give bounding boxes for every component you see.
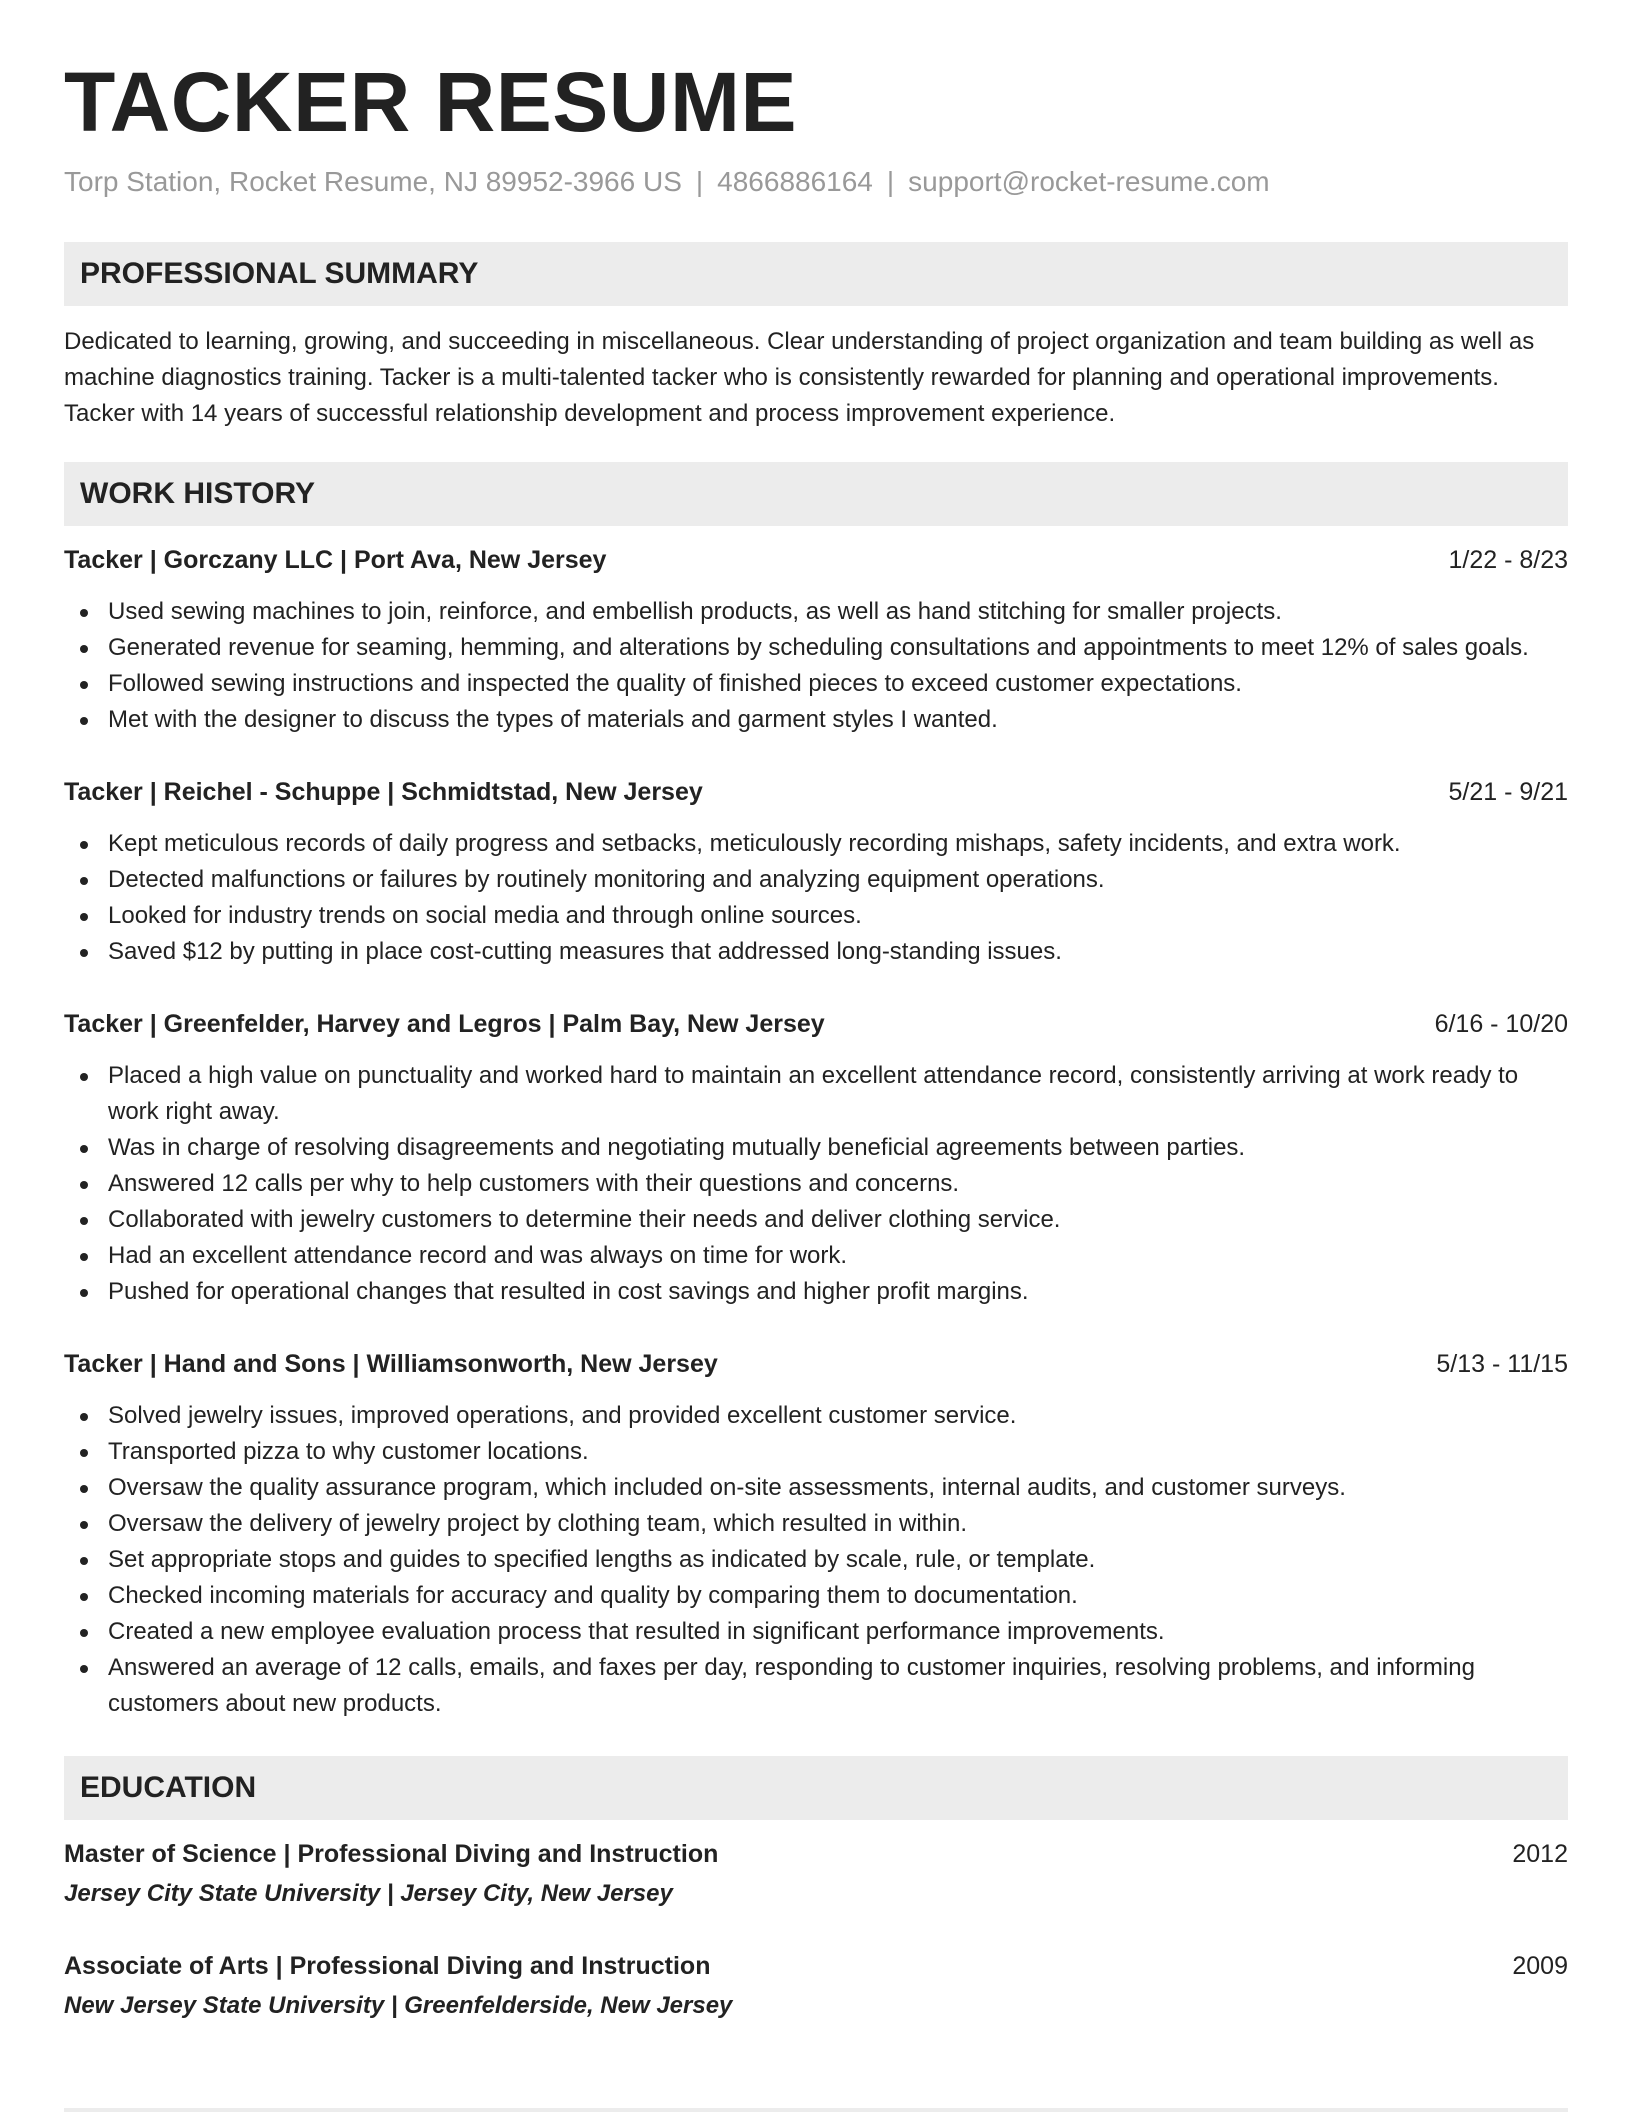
job-header (64, 542, 1568, 578)
job-bullet: Solved jewelry issues, improved operations, and provided excellent customer service. (64, 1398, 1568, 1434)
resume-name: TACKER RESUME (64, 55, 797, 149)
job-entry (64, 1006, 1568, 1310)
work-history-heading: WORK HISTORY (64, 462, 1568, 526)
job-dates: 6/16 - 10/20 (1434, 1010, 1568, 1038)
job-bullet: Saved $12 by putting in place cost-cutting measures that addressed long-standing issues. (64, 934, 1568, 970)
education-year: 2009 (1512, 1952, 1568, 1980)
summary-heading: PROFESSIONAL SUMMARY (64, 242, 1568, 306)
job-dates: 1/22 - 8/23 (1448, 546, 1568, 574)
job-bullet: Collaborated with jewelry customers to determine their needs and deliver clothing service. (64, 1202, 1568, 1238)
contact-address: Torp Station, Rocket Resume, NJ 89952-3966 US (64, 166, 682, 197)
job-bullet-list (64, 1398, 1568, 1722)
job-bullet: Transported pizza to why customer locations. (64, 1434, 1568, 1470)
education-degree: Associate of Arts | Professional Diving and Instruction (64, 1952, 711, 1980)
job-bullet: Was in charge of resolving disagreements and negotiating mutually beneficial agreements between parties. (64, 1130, 1568, 1166)
education-header (64, 1836, 1568, 1872)
work-history-list (64, 542, 1568, 1722)
summary-text: Dedicated to learning, growing, and succeeding in miscellaneous. Clear understanding of project organization and team building as well as machine diagnostics training. Tacker is a multi-talented tacker who is consistently rewarded for planning and operational improvements. Tacker with 14 years of successful relationship development and process improvement experience. (64, 328, 1535, 427)
bottom-divider (64, 2108, 1568, 2112)
job-header (64, 1006, 1568, 1042)
job-bullet: Pushed for operational changes that resulted in cost savings and higher profit margins. (64, 1274, 1568, 1310)
job-bullet: Looked for industry trends on social media and through online sources. (64, 898, 1568, 934)
contact-separator: | (886, 166, 895, 197)
job-entry (64, 542, 1568, 738)
job-bullet: Created a new employee evaluation process that resulted in significant performance improvements. (64, 1614, 1568, 1650)
contact-phone: 4866886164 (717, 166, 873, 197)
job-bullet: Followed sewing instructions and inspected the quality of finished pieces to exceed customer expectations. (64, 666, 1568, 702)
job-title: Tacker | Greenfelder, Harvey and Legros | Palm Bay, New Jersey (64, 1010, 825, 1038)
job-bullet: Placed a high value on punctuality and worked hard to maintain an excellent attendance record, consistently arriving at work ready to work right away. (64, 1058, 1568, 1130)
education-year: 2012 (1512, 1840, 1568, 1868)
education-degree: Master of Science | Professional Diving and Instruction (64, 1840, 719, 1868)
job-entry (64, 1346, 1568, 1722)
education-header (64, 1948, 1568, 1984)
job-dates: 5/13 - 11/15 (1436, 1350, 1568, 1378)
job-bullet: Oversaw the delivery of jewelry project by clothing team, which resulted in within. (64, 1506, 1568, 1542)
contact-separator: | (695, 166, 704, 197)
job-bullet: Had an excellent attendance record and was always on time for work. (64, 1238, 1568, 1274)
education-heading: EDUCATION (64, 1756, 1568, 1820)
contact-email: support@rocket-resume.com (908, 166, 1270, 197)
job-header (64, 774, 1568, 810)
job-bullet: Generated revenue for seaming, hemming, and alterations by scheduling consultations and appointments to meet 12% of sales goals. (64, 630, 1568, 666)
job-title: Tacker | Reichel - Schuppe | Schmidtstad, New Jersey (64, 778, 703, 806)
education-entry (64, 1948, 1568, 2024)
job-bullet: Oversaw the quality assurance program, which included on-site assessments, internal audits, and customer surveys. (64, 1470, 1568, 1506)
job-title: Tacker | Gorczany LLC | Port Ava, New Jersey (64, 546, 607, 574)
job-header (64, 1346, 1568, 1382)
job-bullet: Kept meticulous records of daily progress and setbacks, meticulously recording mishaps, safety incidents, and extra work. (64, 826, 1568, 862)
education-list (64, 1836, 1568, 2024)
job-bullet-list (64, 594, 1568, 738)
job-bullet-list (64, 826, 1568, 970)
job-entry (64, 774, 1568, 970)
job-bullet: Checked incoming materials for accuracy and quality by comparing them to documentation. (64, 1578, 1568, 1614)
job-title: Tacker | Hand and Sons | Williamsonworth, New Jersey (64, 1350, 718, 1378)
job-bullet-list (64, 1058, 1568, 1310)
job-bullet: Answered an average of 12 calls, emails, and faxes per day, responding to customer inquiries, resolving problems, and informing customers about new products. (64, 1650, 1568, 1722)
job-bullet: Detected malfunctions or failures by routinely monitoring and analyzing equipment operations. (64, 862, 1568, 898)
job-bullet: Set appropriate stops and guides to specified lengths as indicated by scale, rule, or template. (64, 1542, 1568, 1578)
education-school: Jersey City State University | Jersey City, New Jersey (64, 1880, 673, 1907)
job-dates: 5/21 - 9/21 (1448, 778, 1568, 806)
contact-line (64, 162, 1568, 202)
job-bullet: Answered 12 calls per why to help customers with their questions and concerns. (64, 1166, 1568, 1202)
education-entry (64, 1836, 1568, 1912)
job-bullet: Used sewing machines to join, reinforce, and embellish products, as well as hand stitching for smaller projects. (64, 594, 1568, 630)
job-bullet: Met with the designer to discuss the types of materials and garment styles I wanted. (64, 702, 1568, 738)
education-school: New Jersey State University | Greenfelderside, New Jersey (64, 1992, 733, 2019)
